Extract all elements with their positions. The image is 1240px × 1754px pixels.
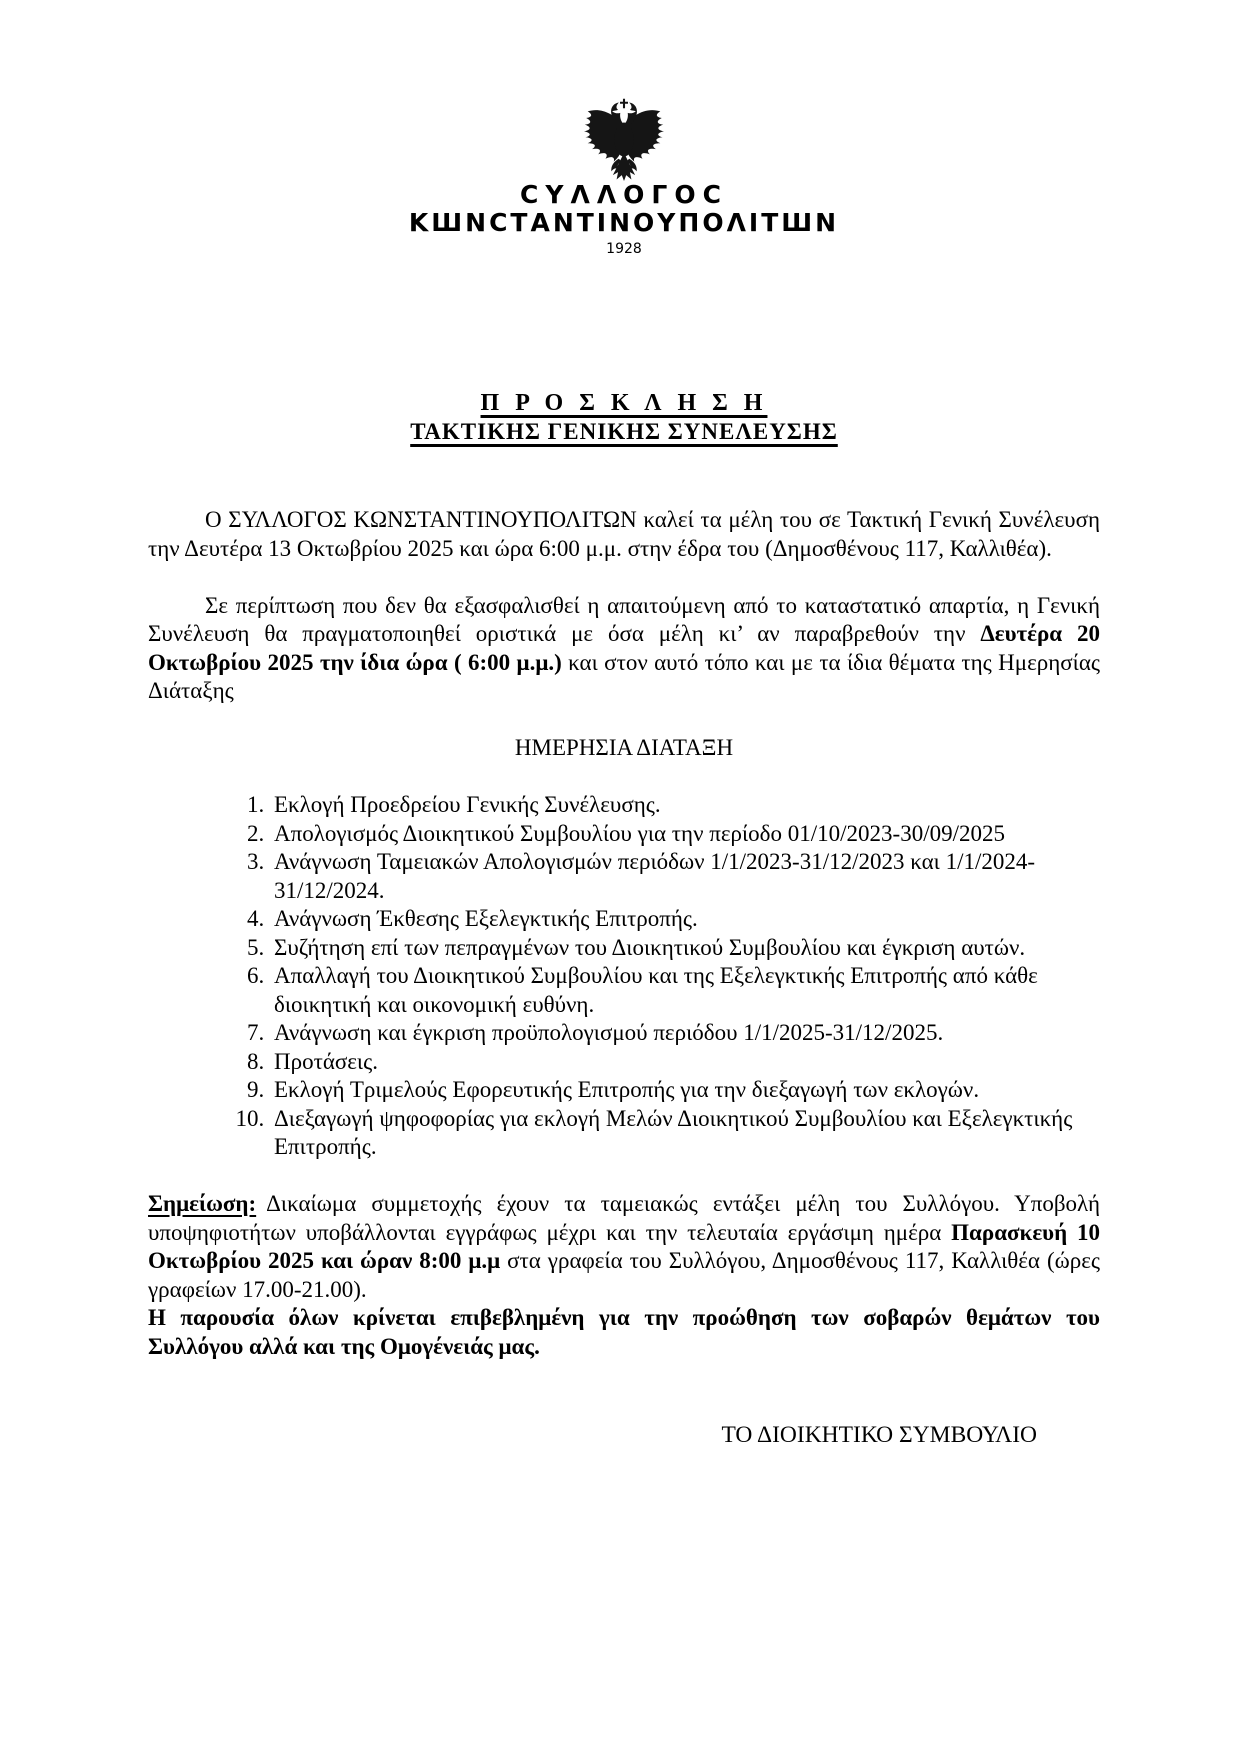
agenda-item: 10. Διεξαγωγή ψηφοφορίας για εκλογή Μελών Διοικητικού Συμβουλίου και Εξελεγκτικής Επιτροπής. — [270, 1105, 1100, 1162]
agenda-heading: ΗΜΕΡΗΣΙΑ ΔΙΑΤΑΞΗ — [514, 735, 734, 760]
org-name-line2: ΚШΝCΤΑΝΤΙΝΟΥΠΟΛΙΤШΝ — [408, 208, 840, 237]
emphasis-paragraph: Η παρουσία όλων κρίνεται επιβεβλημένη για την προώθηση των σοβαρών θεμάτων του Συλλόγου αλλά και της Ομογένειάς μας. — [148, 1305, 1100, 1359]
org-logo — [148, 98, 1100, 259]
title-block — [148, 389, 1100, 446]
agenda-item: 4. Ανάγνωση Έκθεσης Εξελεγκτικής Επιτροπής. — [270, 905, 1100, 934]
second-date-bold: Δευτέρα 20 Οκτωβρίου 2025 την ίδια ώρα ( 6:00 μ.μ.) — [148, 621, 1100, 675]
agenda-list — [148, 791, 1100, 1162]
note-paragraph — [148, 1190, 1100, 1304]
quorum-text-before: Σε περίπτωση που δεν θα εξασφαλισθεί η απαιτούμενη από το καταστατικό απαρτία, η Γενική Συνέλευση θα πραγματοποιηθεί οριστικά με όσα μέλη κι’ αν παραβρεθούν την — [148, 592, 1100, 646]
intro-paragraph: Ο ΣΥΛΛΟΓΟΣ ΚΩΝΣΤΑΝΤΙΝΟΥΠΟΛΙΤΩΝ καλεί τα μέλη του σε Τακτική Γενική Συνέλευση την Δευτέρα 13 Οκτωβρίου 2025 και ώρα 6:00 μ.μ. στην έδρα του (Δημοσθένους 117, Καλλιθέα). — [148, 507, 1100, 561]
agenda-item: 8. Προτάσεις. — [270, 1048, 1100, 1077]
agenda-item: 2. Απολογισμός Διοικητικού Συμβουλίου για την περίοδο 01/10/2023-30/09/2025 — [270, 820, 1100, 849]
agenda-item: 3. Ανάγνωση Ταμειακών Απολογισμών περιόδων 1/1/2023-31/12/2023 και 1/1/2024-31/12/2024. — [270, 848, 1100, 905]
agenda-item: 6. Απαλλαγή του Διοικητικού Συμβουλίου και της Εξελεγκτικής Επιτροπής από κάθε διοικητική και οικονομική ευθύνη. — [270, 962, 1100, 1019]
agenda-item: 7. Ανάγνωση και έγκριση προϋπολογισμού περιόδου 1/1/2025-31/12/2025. — [270, 1019, 1100, 1048]
deadline-bold: Παρασκευή 10 Οκτωβρίου 2025 και ώραν 8:00 μ.μ — [148, 1219, 1100, 1273]
document-title: Π Ρ Ο Σ Κ Λ Η Σ Η — [480, 390, 768, 416]
quorum-text-after: και στον αυτό τόπο και με τα ίδια θέματα της Ημερησίας Διάταξης — [148, 649, 1101, 703]
note-text-1: Δικαίωμα συμμετοχής έχουν τα ταμειακώς εντάξει μέλη του Συλλόγου. Υποβολή υποψηφιοτήτων υποβάλλονται εγγράφως μέχρι και την τελευταία εργάσιμη ημέρα — [148, 1191, 1100, 1245]
closing-signature: ΤΟ ΔΙΟΙΚΗΤΙΚΟ ΣΥΜΒΟΥΛΙΟ — [721, 1422, 1037, 1448]
note-text-2: στα γραφεία του Συλλόγου, Δημοσθένους 117, Καλλιθέα (ώρες γραφείων 17.00-21.00). — [148, 1248, 1100, 1302]
agenda-item: 1. Εκλογή Προεδρείου Γενικής Συνέλευσης. — [270, 791, 1100, 820]
org-name-line1: CΥΛΛΟΓΟC — [520, 180, 728, 209]
double-headed-eagle-icon — [572, 98, 676, 181]
quorum-paragraph — [148, 592, 1100, 706]
agenda-item: 9. Εκλογή Τριμελούς Εφορευτικής Επιτροπής για την διεξαγωγή των εκλογών. — [270, 1076, 1100, 1105]
agenda-item: 5. Συζήτηση επί των πεπραγμένων του Διοικητικού Συμβουλίου και έγκριση αυτών. — [270, 934, 1100, 963]
document-subtitle: ΤΑΚΤΙΚΗΣ ΓΕΝΙΚΗΣ ΣΥΝΕΛΕΥΣΗΣ — [410, 418, 838, 444]
org-founding-year: 1928 — [606, 241, 642, 257]
note-label: Σημείωση: — [148, 1191, 257, 1216]
